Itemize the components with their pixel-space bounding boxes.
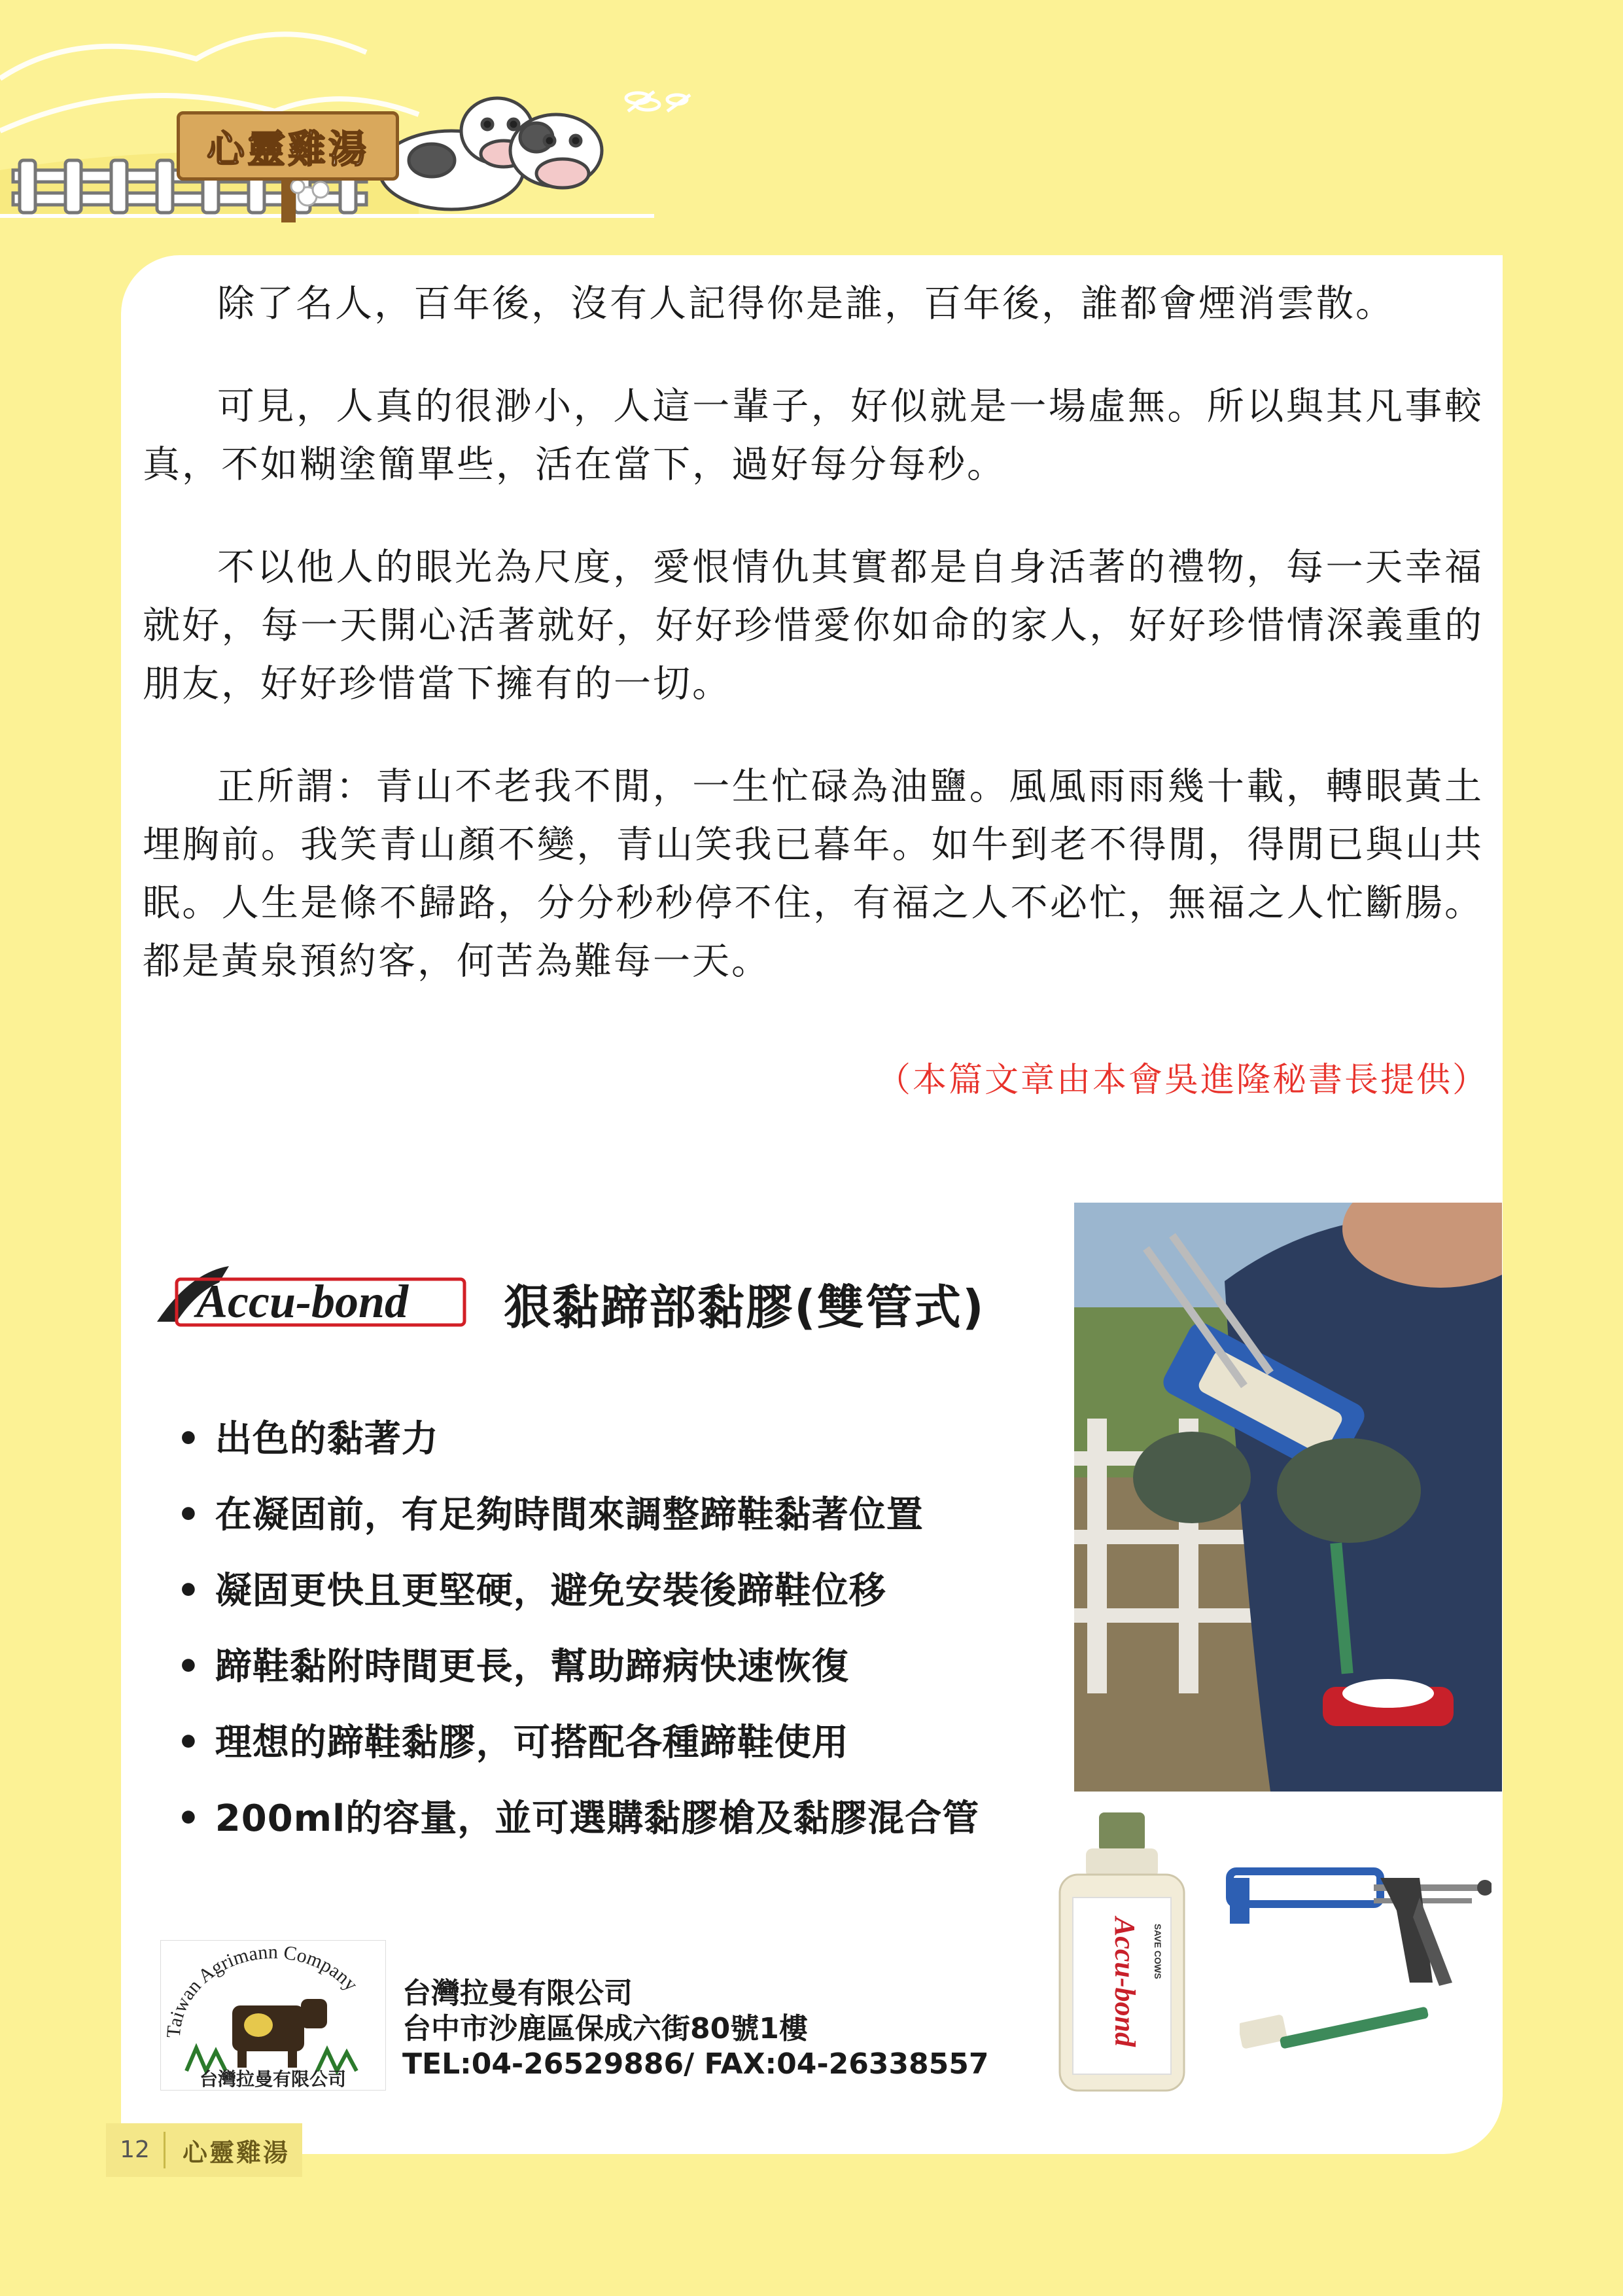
product-title: 狠黏蹄部黏膠(雙管式): [504, 1280, 985, 1335]
svg-text:Accu-bond: Accu-bond: [196, 1275, 408, 1328]
svg-text:Taiwan Agrimann Company: Taiwan Agrimann Company: [162, 1941, 362, 2039]
feature-item: • 200ml的容量，並可選購黏膠槍及黏膠混合管: [177, 1790, 1079, 1865]
mixing-nozzle-image: [1240, 2002, 1436, 2055]
company-contact: TEL:04-26529886/ FAX:04-26338557: [402, 2047, 989, 2081]
article-body: [143, 275, 1484, 1035]
feature-list: [177, 1410, 1079, 1865]
page-footer: [106, 2123, 302, 2177]
section-title-sign: 心靈雞湯: [177, 111, 399, 181]
company-name: 台灣拉曼有限公司: [402, 1977, 633, 2010]
company-address: 台中市沙鹿區保成六街80號1樓: [402, 2012, 808, 2045]
feature-item: • 凝固更快且更堅硬，避免安裝後蹄鞋位移: [177, 1562, 1079, 1638]
product-usage-photo: [1074, 1203, 1502, 1792]
svg-text:Accu-bond: Accu-bond: [1109, 1917, 1141, 2047]
glue-cartridge-image: [1053, 1812, 1191, 2094]
svg-text:SAVE COWS: SAVE COWS: [1153, 1924, 1163, 1979]
footer-section-title: 心靈雞湯: [183, 2138, 290, 2167]
article-credit: （本篇文章由本會吳進隆秘書長提供）: [877, 1061, 1489, 1100]
cow-icon: [510, 115, 602, 188]
company-logo: [160, 1940, 386, 2091]
dragonfly-icon: [626, 92, 690, 111]
glue-gun-image: [1223, 1852, 1492, 1996]
article-paragraph: 正所謂：青山不老我不閒，一生忙碌為油鹽。風風雨雨幾十載，轉眼黃土埋胸前。我笑青山顏不變，青山笑我已暮年。如牛到老不得閒，得閒已與山共眠。人生是條不歸路，分分秒秒停不住，有福之人不必忙，無福之人忙斷腸。都是黃泉預約客，何苦為難每一天。: [143, 765, 1484, 983]
feature-item: • 在凝固前，有足夠時間來調整蹄鞋黏著位置: [177, 1486, 1079, 1562]
article-paragraph: 除了名人，百年後，沒有人記得你是誰，百年後，誰都會煙消雲散。: [217, 282, 1395, 325]
svg-text:台灣拉曼有限公司: 台灣拉曼有限公司: [199, 2068, 347, 2090]
accu-bond-logo: [150, 1260, 471, 1338]
article-paragraph: 可見，人真的很渺小，人這一輩子，好似就是一場虛無。所以與其凡事較真，不如糊塗簡單些，活在當下，過好每分每秒。: [143, 385, 1484, 486]
page-number: 12: [106, 2132, 166, 2168]
article-paragraph: 不以他人的眼光為尺度，愛恨情仇其實都是自身活著的禮物，每一天幸福就好，每一天開心活著就好，好好珍惜愛你如命的家人，好好珍惜情深義重的朋友，好好珍惜當下擁有的一切。: [143, 546, 1484, 705]
feature-item: • 理想的蹄鞋黏膠，可搭配各種蹄鞋使用: [177, 1714, 1079, 1790]
company-info: [402, 1976, 989, 2082]
feature-item: • 蹄鞋黏附時間更長，幫助蹄病快速恢復: [177, 1638, 1079, 1714]
feature-item: • 出色的黏著力: [177, 1410, 1079, 1486]
